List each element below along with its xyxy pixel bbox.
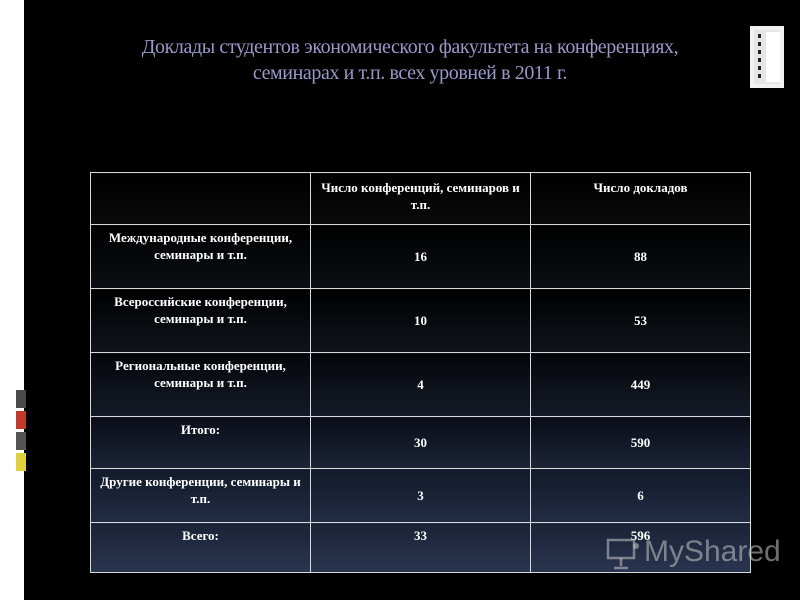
row-label: Итого: <box>91 417 311 469</box>
conferences-value: 33 <box>311 523 531 573</box>
header-cell-empty <box>91 173 311 225</box>
row-label: Всероссийские конференции, семинары и т.п. <box>91 289 311 353</box>
row-label: Всего: <box>91 523 311 573</box>
presentation-icon <box>606 534 642 570</box>
reports-value: 53 <box>531 289 751 353</box>
color-mark <box>16 390 26 408</box>
watermark-text: MyShared <box>644 535 781 568</box>
reports-value: 590 <box>531 417 751 469</box>
table-row <box>91 289 751 353</box>
conferences-value: 3 <box>311 469 531 523</box>
header-conferences: Число конференций, семинаров и т.п. <box>311 173 531 225</box>
table-row <box>91 469 751 523</box>
reports-value: 449 <box>531 353 751 417</box>
color-mark <box>16 453 26 471</box>
watermark <box>606 530 796 574</box>
left-decor-bar <box>24 0 32 600</box>
conferences-value: 4 <box>311 353 531 417</box>
title-line-1: Доклады студентов экономического факультета на конференциях, <box>141 36 679 58</box>
table-row <box>91 225 751 289</box>
color-mark <box>16 411 26 429</box>
row-label: Международные конференции, семинары и т.п. <box>91 225 311 289</box>
reports-value: 6 <box>531 469 751 523</box>
notebook-icon <box>748 22 788 92</box>
table-header-row <box>91 173 751 225</box>
slide-title <box>60 34 760 86</box>
reports-value: 596 <box>531 523 751 573</box>
left-color-marks <box>16 390 28 474</box>
row-label: Региональные конференции, семинары и т.п. <box>91 353 311 417</box>
reports-value: 88 <box>531 225 751 289</box>
header-reports: Число докладов <box>531 173 751 225</box>
conferences-value: 30 <box>311 417 531 469</box>
conferences-value: 16 <box>311 225 531 289</box>
table-row <box>91 353 751 417</box>
reports-table <box>90 172 751 573</box>
row-label: Другие конференции, семинары и т.п. <box>91 469 311 523</box>
conferences-value: 10 <box>311 289 531 353</box>
title-line-2: семинарах и т.п. всех уровней в 2011 г. <box>252 62 568 84</box>
color-mark <box>16 432 26 450</box>
table-row <box>91 417 751 469</box>
